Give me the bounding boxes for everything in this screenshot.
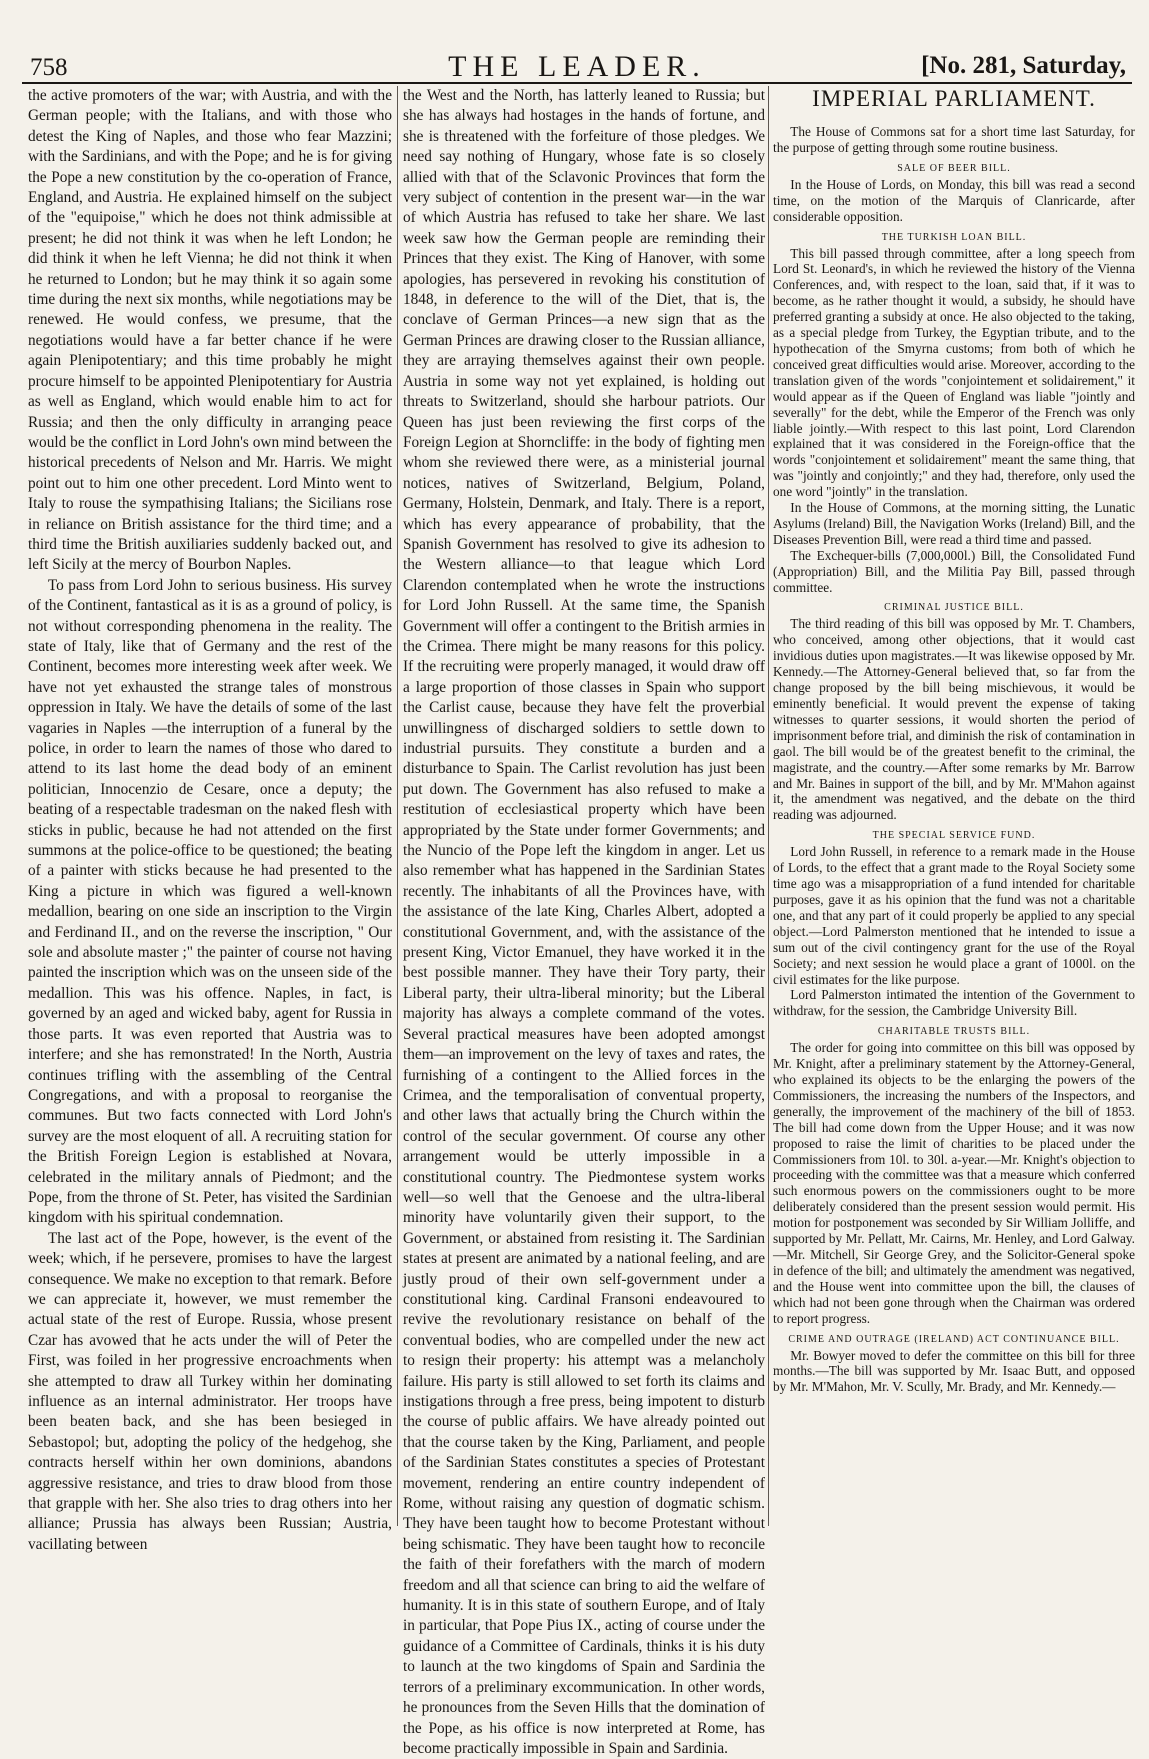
report-heading: CHARITABLE TRUSTS BILL. — [877, 1026, 1031, 1038]
paragraph: The third reading of this bill was opposed by Mr. T. Chambers, who conceived, among other objections, that it would cast invidious duties upon magistrates.—It was likewise opposed by Mr. Kennedy.—The Attorney-General believed that, so far from the change proposed by the bill being mischievous, it would be eminently beneficial. It would prevent the expense of taking witnesses to quarter sessions, it would shorten the period of imprisonment before trial, and diminish the risk of contamination in gaol. The bill would be of the greatest benefit to the criminal, the magistrate, and the country.—After some remarks by Mr. Barrow and Mr. Baines in support of the bill, and by Mr. M'Mahon against it, the amendment was negatived, and the debate on the third reading was adjourned. — [773, 616, 1135, 823]
report-heading: CRIMINAL JUSTICE BILL. — [884, 602, 1024, 614]
report-heading: SALE OF BEER BILL. — [897, 162, 1011, 174]
paragraph: Lord Palmerston intimated the intention of the Government to withdraw, for the session, the Cambridge University Bill. — [773, 987, 1135, 1019]
paragraph: The Exchequer-bills (7,000,000l.) Bill, the Consolidated Fund (Appropriation) Bill, and the Militia Pay Bill, passed through committee. — [773, 547, 1135, 595]
newspaper-title: THE LEADER. — [448, 50, 706, 83]
issue-number: [No. 281, Saturday, — [921, 52, 1126, 79]
section-title: IMPERIAL PARLIAMENT. — [812, 86, 1096, 111]
column-divider — [397, 86, 398, 1526]
paragraph: Mr. Bowyer moved to defer the committee on this bill for three months.—The bill was supported by Mr. Isaac Butt, and opposed by Mr. M'Mahon, Mr. V. Scully, Mr. Brady, and Mr. Kennedy.— — [773, 1347, 1135, 1395]
article-column-2 — [403, 86, 765, 1757]
paragraph: Lord John Russell, in reference to a remark made in the House of Lords, to the effect that a grant made to the Royal Society some time ago was a misappropriation of a fund intended for charitable purposes, gave it as his opinion that the fund was not a charitable one, and that any part of it could properly be applied to any special object.—Lord Palmerston mentioned that he intended to issue a sum out of the civil contingency grant for the use of the Royal Society; and next session he would place a grant of 1000l. on the civil estimates for the like purpose. — [773, 844, 1135, 987]
report-heading: THE TURKISH LOAN BILL. — [881, 231, 1027, 243]
masthead — [22, 46, 1132, 84]
paragraph: The last act of the Pope, however, is the event of the week; which, if he persevere, promises to have the largest consequence. We make no exception to that remark. Before we can appreciate it, however, we must remember the actual state of the rest of Europe. Russia, whose present Czar has avowed that he acts under the will of Peter the First, was foiled in her progressive encroachments when she attempted to draw all Turkey within her dominating influence as an internal administrator. Her troops have been beaten back, and she has been besieged in Sebastopol; but, adopting the policy of the hedgehog, she contracts herself within her own dominions, abandons aggressive resistance, and tries to draw blood from those that grapple with her. She also tries to drag others into her alliance; Prussia has always been Russian; Austria, vacillating between — [28, 1229, 392, 1553]
paragraph: The order for going into committee on this bill was opposed by Mr. Knight, after a preliminary statement by the Attorney-General, who explained its objects to be the enlarging the powers of the Commissioners, the increasing the numbers of the Inspectors, and generally, the improvement of the machinery of the bill of 1853. The bill had come down from the Upper House; and it was now proposed to raise the limit of charities to be placed under the Commissioners from 10l. to 30l. a-year.—Mr. Knight's objection to proceeding with the committee was that a measure which conferred such enormous powers on the commissioners ought to be more deliberately considered than the present session would permit. His motion for postponement was seconded by Sir William Jolliffe, and supported by Mr. Pellatt, Mr. Cairns, Mr. Henley, and Lord Galway.—Mr. Mitchell, Sir George Grey, and the Solicitor-General spoke in defence of the bill; and ultimately the amendment was negatived, and the House went into committee upon the bill, the clauses of which had not been gone through when the Chairman was ordered to report progress. — [773, 1040, 1135, 1326]
parliament-reports — [773, 124, 1135, 1395]
article-column-1 — [28, 86, 392, 1553]
page-number: 758 — [30, 54, 68, 81]
report-heading: CRIME AND OUTRAGE (IRELAND) ACT CONTINUANCE BILL. — [788, 1333, 1120, 1345]
paragraph: To pass from Lord John to serious business. His survey of the Continent, fantastical as it is as a ground of policy, is not without corresponding phenomena in the reality. The state of Italy, like that of Germany and the rest of the Continent, becomes more interesting week after week. We have not yet exhausted the strange tales of monstrous oppression in Italy. We have the details of some of the last vagaries in Naples —the interruption of a funeral by the police, in order to learn the names of those who dared to attend to its last home the dead body of an eminent politician, Innocenzio de Cesare, once a deputy; the beating of a respectable tradesman on the naked flesh with sticks in public, because he had not attended on the first summons at the police-office to be questioned; the beating of a painter with sticks because he had presented to the King a picture in which was figured a well-known medallion, bearing on one side an inscription to the Virgin and Ferdinand II., and on the reverse the inscription, " Our sole and absolute master ;" the painter of course not having painted the inscription which was on the unseen side of the medallion. This was his offence. Naples, in fact, is governed by an aged and wicked baby, agent for Russia in those parts. It was even reported that Austria was to interfere; and she has remonstrated! In the North, Austria continues trifling with the assembling of the Central Congregations, and with a proposal to reorganise the communes. But two facts connected with Lord John's survey are the most eloquent of all. A recruiting station for the British Foreign Legion is established at Novara, celebrated in the military annals of Piedmont; and the Pope, from the throne of St. Peter, has visited the Sardinian kingdom with his spiritual condemnation. — [28, 576, 392, 1227]
paragraph: This bill passed through committee, after a long speech from Lord St. Leonard's, in which he reviewed the history of the Vienna Conferences, and, with respect to the loan, said that, if it was to become, as he rather thought it would, a subsidy, he should have preferred granting a subsidy at once. He also objected to the taking, as a special pledge from Turkey, the Egyptian tribute, and to the hypothecation of the Smyrna customs; from both of which he conceived great difficulties would arise. Moreover, according to the translation given of the words "conjointement et solidairement," it would appear as if the Queen of England was liable "jointly and severally" for the debt, while the Emperor of the French was only liable jointly.—With respect to this last point, Lord Clarendon explained that it was considered in the Foreign-office that the words "conjointement et solidairement" meant the same thing, that was "jointly and conjointly;" and they had, therefore, only used the one word "jointly" in the translation. — [773, 245, 1135, 500]
report-heading: THE SPECIAL SERVICE FUND. — [872, 830, 1036, 842]
paragraph: In the House of Lords, on Monday, this bill was read a second time, on the motion of the Marquis of Clanricarde, after considerable opposition. — [773, 176, 1135, 224]
paragraph: In the House of Commons, at the morning sitting, the Lunatic Asylums (Ireland) Bill, the Navigation Works (Ireland) Bill, and the Diseases Prevention Bill, were read a third time and passed. — [773, 500, 1135, 547]
parliament-column — [773, 86, 1135, 1526]
paragraph: the active promoters of the war; with Austria, and with the German people; with the Italians, and with those who detest the King of Naples, and those who fear Mazzini; with the Sardinians, and with the Pope; and he is for giving the Pope a new constitution by the co-operation of France, England, and Austria. He explained himself on the subject of the "equipoise," which he does not think admissible at present; he did not think it was when he left London; he did think it when he left Vienna; he did not think it when he returned to London; but he may think it so again some time during the next six months, while negotiations may be renewed. He would confess, we presume, that the negotiations would have a far better chance if he were again Plenipotentiary; and this time probably he might procure himself to be appointed Plenipotentiary for Austria as well as England, which would enable him to act for Russia; and then the only difficulty in arranging peace would be the conflict in Lord John's own mind between the historical precedents of Nelson and Mr. Harris. We might point out to him one other precedent. Lord Minto went to Italy to rouse the sympathising Italians; the Sicilians rose in reliance on British assistance for the third time; and a third time the British auxiliaries suddenly backed out, and left Sicily at the mercy of Bourbon Naples. — [28, 87, 392, 574]
paragraph: the West and the North, has latterly leaned to Russia; but she has always had hostages in the hands of fortune, and she is threatened with the forfeiture of those pledges. We need say nothing of Hungary, whose fate is so closely allied with that of the Sclavonic Provinces that form the very subject of contention in the present war—in the war of which Austria has refused to take her share. We last week saw how the German people are reminding their Princes that they exist. The King of Hanover, with some apologies, has persevered in revoking his constitution of 1848, in deference to the will of the Diet, that is, the conclave of German Princes—a new sign that as the German Princes are drawing closer to the Russian alliance, they are arraying themselves against their own people. Austria in some way not yet explained, is holding out threats to Switzerland, should she harbour patriots. Our Queen has just been reviewing the first corps of the Foreign Legion at Shorncliffe: in the body of fighting men whom she reviewed there were, as a ministerial journal notices, natives of Switzerland, Belgium, Poland, Germany, Holstein, Denmark, and Italy. There is a report, which has every appearance of probability, that the Spanish Government has resolved to give its adhesion to the Western alliance—to that league which Lord Clarendon contemplated when he wrote the instructions for Lord John Russell. At the same time, the Spanish Government will offer a contingent to the British armies in the Crimea. There might be many reasons for this policy. If the recruiting were properly managed, it would draw off a large proportion of those classes in Spain who support the Carlist cause, because they have felt the proverbial unwillingness of discharged soldiers to settle down to industrial pursuits. They constitute a burden and a disturbance to Spain. The Carlist revolution has just been put down. The Government has also refused to make a restitution of ecclesiastical property which have been appropriated by the State under former Governments; and the Nuncio of the Pope left the kingdom in anger. Let us also remember what has happened in the Sardinian States recently. The inhabitants of all the Provinces have, with the assistance of the late King, Charles Albert, adopted a constitutional Government, and, with the assistance of the present King, Victor Emanuel, they have worked it in the best possible manner. They have their Tory party, their Liberal party, their ultra-liberal minority; but the Liberal majority has always a complete command of the votes. Several practical measures have been adopted amongst them—an improvement on the levy of taxes and rates, the furnishing of a contingent to the Allied forces in the Crimea, and the temporalisation of conventual property, and other laws that actually bring the Church within the control of the secular government. Of course any other arrangement would be utterly impossible in a constitutional country. The Piedmontese system works well—so well that the Genoese and the ultra-liberal minority have voluntarily given their support, to the Government, or abstained from resisting it. The Sardinian states at present are animated by a national feeling, and are justly proud of their own self-government under a constitutional king. Cardinal Fransoni endeavoured to revive the revolutionary resistance on behalf of the conventual bodies, who are compelled under the new act to resign their property: his attempt was a melancholy failure. His party is still allowed to set forth its claims and instigations through a free press, being impotent to disturb the course of public affairs. We have already pointed out that the course taken by the King, Parliament, and people of the Sardinian States constitutes a species of Protestant movement, rendering an entire country independent of Rome, without raising any question of dogmatic schism. They have been taught how to become Protestant without being schismatic. They have been taught how to reconcile the faith of their forefathers with the march of modern freedom and all that science can bring to aid the welfare of humanity. It is in this state of southern Europe, and of Italy in particular, that Pope Pius IX., acting of course under the guidance of a Committee of Cardinals, thinks it is his duty to launch at the two kingdoms of Spain and Sardinia the terrors of a preliminary excommunication. In other words, he pronounces from the Seven Hills that the domination of the Pope, as his office is now interpreted at Rome, has become practically impossible in Spain and Sardinia. — [403, 87, 765, 1757]
paragraph: The House of Commons sat for a short time last Saturday, for the purpose of getting through some routine business. — [773, 124, 1135, 155]
column-divider — [768, 86, 769, 1526]
